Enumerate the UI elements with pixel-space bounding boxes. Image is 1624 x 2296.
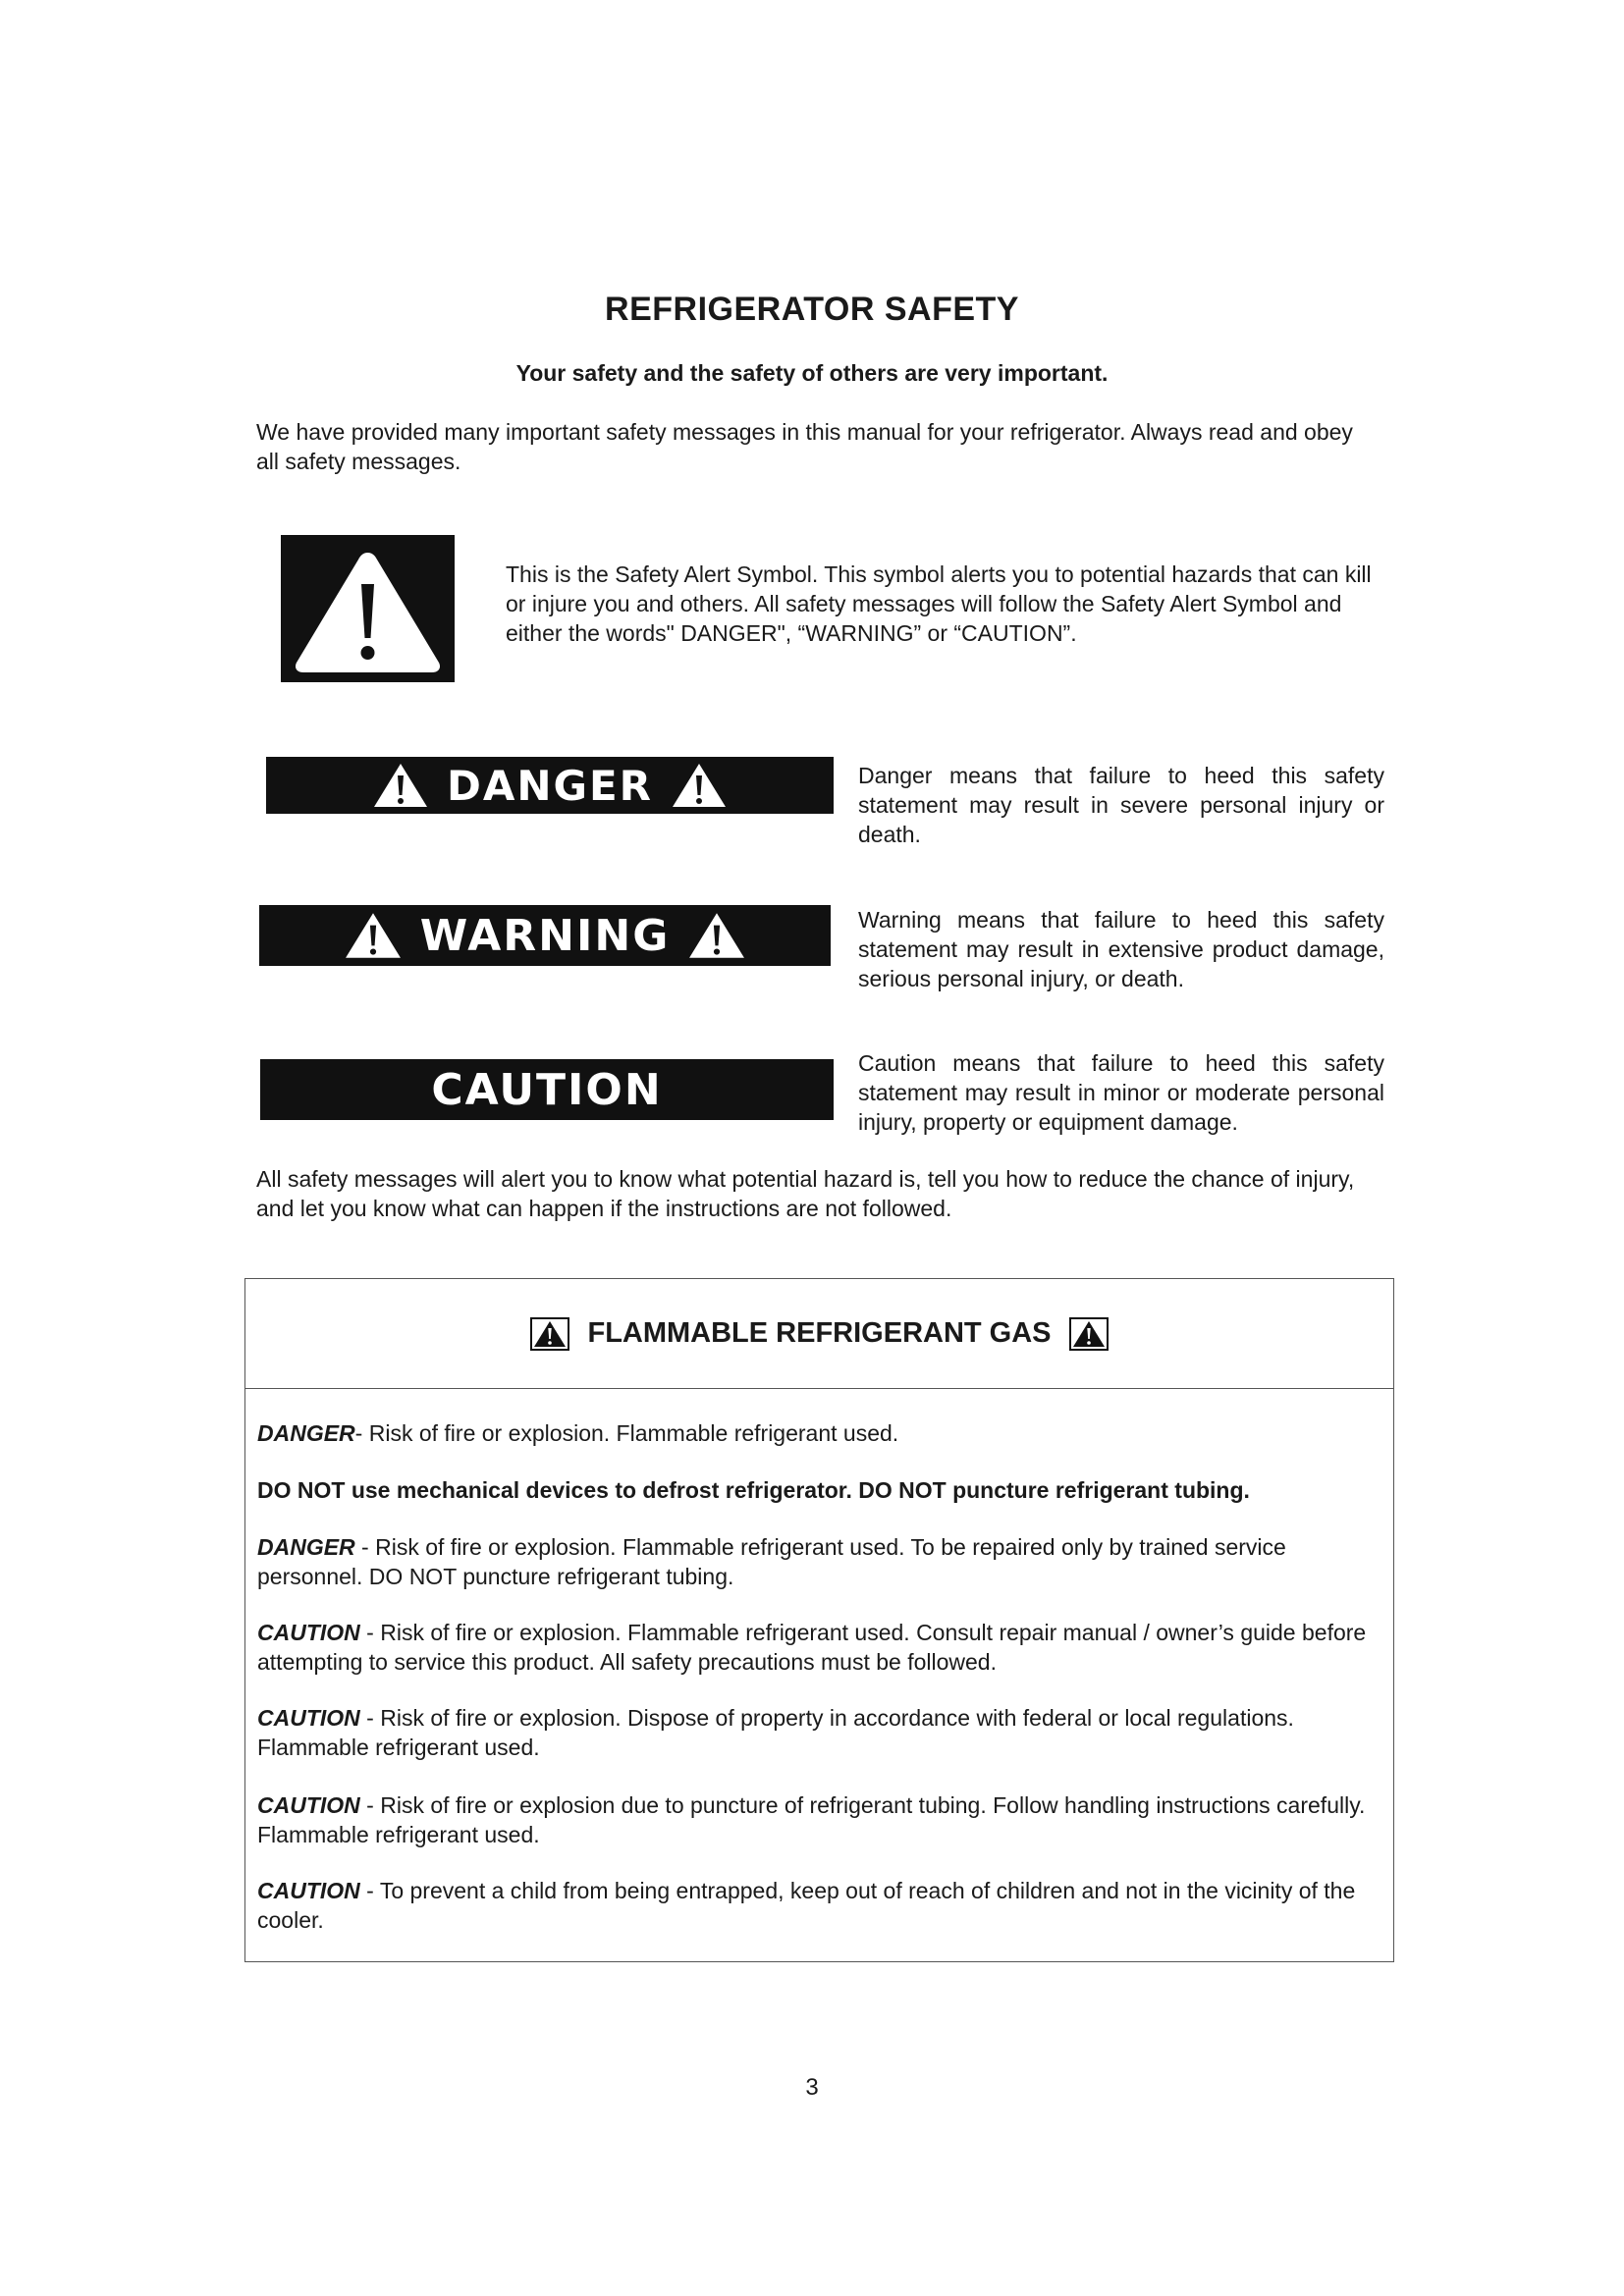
item-label: CAUTION [257,1878,360,1903]
item-label: DANGER [257,1420,355,1446]
page-number: 3 [805,2074,819,2101]
item-text: Risk of fire or explosion due to puncture of refrigerant tubing. Follow handling instructions carefully. Flammable refrigerant used. [257,1792,1366,1847]
flammable-box-header [245,1279,1393,1389]
page-subtitle: Your safety and the safety of others are very important. [515,360,1109,386]
item-text: Risk of fire or explosion. Flammable refrigerant used. [368,1420,899,1446]
flammable-box-title: FLAMMABLE REFRIGERANT GAS [587,1317,1052,1349]
flammable-item [257,1475,1377,1505]
item-label: CAUTION [257,1620,360,1645]
flammable-item: DANGER- Risk of fire or explosion. Flammable refrigerant used. [257,1420,899,1446]
item-text: Risk of fire or explosion. Dispose of property in accordance with federal or local regulations. Flammable refrigerant used. [257,1705,1294,1760]
all-messages-paragraph: All safety messages will alert you to know what potential hazard is, tell you how to reduce the chance of injury, and let you know what can happen if the instructions are not followed. [256,1166,1355,1221]
warning-triangle-icon [671,762,728,809]
caution-word: CAUTION [431,1064,663,1115]
safety-alert-description: This is the Safety Alert Symbol. This symbol alerts you to potential hazards that can kill or injure you and others. All safety messages will follow the Safety Alert Symbol and either the words" DANGER", “WARNING” or “CAUTION”. [506,561,1372,646]
flame-warning-icon [1069,1317,1109,1351]
item-text: DO NOT use mechanical devices to defrost refrigerator. DO NOT puncture refrigerant tubing. [257,1477,1250,1503]
item-text: To prevent a child from being entrapped, keep out of reach of children and not in the vicinity of the cooler. [257,1878,1356,1933]
warning-definition: Warning means that failure to heed this safety statement may result in extensive product damage, serious personal injury, or death. [858,907,1384,991]
item-text: Risk of fire or explosion. Flammable refrigerant used. To be repaired only by trained service personnel. DO NOT puncture refrigerant tubing. [257,1534,1286,1589]
item-label: DANGER [257,1534,355,1560]
item-text: Risk of fire or explosion. Flammable refrigerant used. Consult repair manual / owner’s guide before attempting to service this product. All safety precautions must be followed. [257,1620,1367,1675]
danger-definition: Danger means that failure to heed this safety statement may result in severe personal injury or death. [858,763,1384,847]
flammable-item: DANGER - Risk of fire or explosion. Flammable refrigerant used. To be repaired only by trained service personnel. DO NOT puncture refrigerant tubing. [257,1534,1286,1589]
flammable-item: CAUTION - Risk of fire or explosion. Dispose of property in accordance with federal or local regulations. Flammable refrigerant used. [257,1705,1294,1760]
warning-triangle-icon [344,911,403,960]
danger-signal-banner [266,757,834,814]
warning-signal-banner [259,905,831,966]
caution-signal-banner [260,1059,834,1120]
flammable-item: CAUTION - Risk of fire or explosion due to puncture of refrigerant tubing. Follow handling instructions carefully. Flammable refrigerant used. [257,1792,1366,1847]
flame-warning-icon [530,1317,569,1351]
item-label: CAUTION [257,1705,360,1731]
caution-definition: Caution means that failure to heed this safety statement may result in minor or moderate personal injury, property or equipment damage. [858,1050,1384,1135]
danger-word: DANGER [446,761,654,810]
warning-triangle-icon [687,911,746,960]
safety-alert-symbol-icon [281,535,455,682]
warning-word: WARNING [419,910,671,961]
flammable-item: CAUTION - Risk of fire or explosion. Flammable refrigerant used. Consult repair manual / owner’s guide before attempting to service this product. All safety precautions must be followed. [257,1620,1367,1675]
page-title: REFRIGERATOR SAFETY [605,291,1019,328]
warning-triangle-icon [372,762,429,809]
flammable-refrigerant-box [244,1278,1394,1962]
item-label: CAUTION [257,1792,360,1818]
intro-paragraph: We have provided many important safety messages in this manual for your refrigerator. Always read and obey all safety messages. [256,419,1353,474]
flammable-item: CAUTION - To prevent a child from being entrapped, keep out of reach of children and not in the vicinity of the cooler. [257,1878,1356,1933]
